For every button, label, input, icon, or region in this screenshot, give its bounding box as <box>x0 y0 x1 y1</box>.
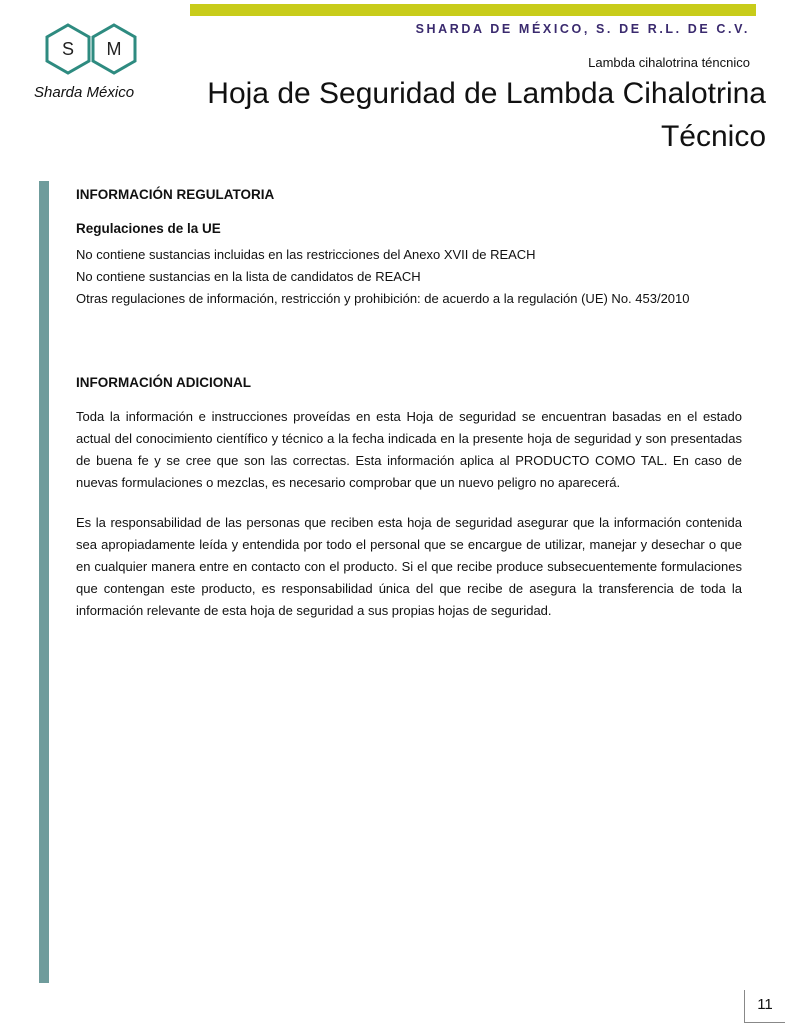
eu-regulations-subheading: Regulaciones de la UE <box>76 221 221 236</box>
regulatory-heading: INFORMACIÓN REGULATORIA <box>76 187 275 202</box>
regulatory-line: No contiene sustancias en la lista de candidatos de REACH <box>76 269 421 284</box>
title-line-2: Técnico <box>660 120 766 153</box>
regulatory-line: No contiene sustancias incluidas en las restricciones del Anexo XVII de REACH <box>76 247 536 262</box>
document-body <box>76 184 742 622</box>
logo-letter-m: M <box>106 39 122 59</box>
header-accent-bar <box>190 4 756 16</box>
hexagon-logo-icon <box>42 22 146 80</box>
title-line-1: Hoja de Seguridad de Lambda Cihalotrina <box>207 77 766 110</box>
page-number: 11 <box>744 990 785 1023</box>
logo-letter-s: S <box>61 39 75 59</box>
company-name: SHARDA DE MÉXICO, S. DE R.L. DE C.V. <box>415 22 750 36</box>
logo-text: Sharda México <box>34 84 135 101</box>
document-subtitle: Lambda cihalotrina téncnico <box>588 55 750 70</box>
side-accent-bar <box>39 181 49 983</box>
additional-paragraph-2: Es la responsabilidad de las personas que reciben esta hoja de seguridad asegurar que la información contenida sea apropiadamente leída y entendida por todo el personal que se encargue de utilizar, manejar y desechar o que en cualquier manera entre en contacto con el producto. Si el que recibe produce subsecuentemente formulaciones que contengan este producto, es responsabilidad única del que recibe de asegura la transferencia de toda la información relevante de esta hoja de seguridad a sus propias hojas de seguridad. <box>76 515 742 618</box>
document-title <box>166 72 766 158</box>
regulatory-line: Otras regulaciones de información, restricción y prohibición: de acuerdo a la regulación (UE) No. 453/2010 <box>76 291 690 306</box>
additional-heading: INFORMACIÓN ADICIONAL <box>76 375 251 390</box>
additional-paragraph-1: Toda la información e instrucciones proveídas en esta Hoja de seguridad se encuentran basadas en el estado actual del conocimiento científico y técnico a la fecha indicada en la presente hoja de seguridad y son presentadas de buena fe y se cree que son las correctas. Esta información aplica al PRODUCTO COMO TAL. En caso de nuevas formulaciones o mezclas, es necesario comprobar que un nuevo peligro no aparecerá. <box>76 409 742 490</box>
company-logo <box>34 22 154 107</box>
